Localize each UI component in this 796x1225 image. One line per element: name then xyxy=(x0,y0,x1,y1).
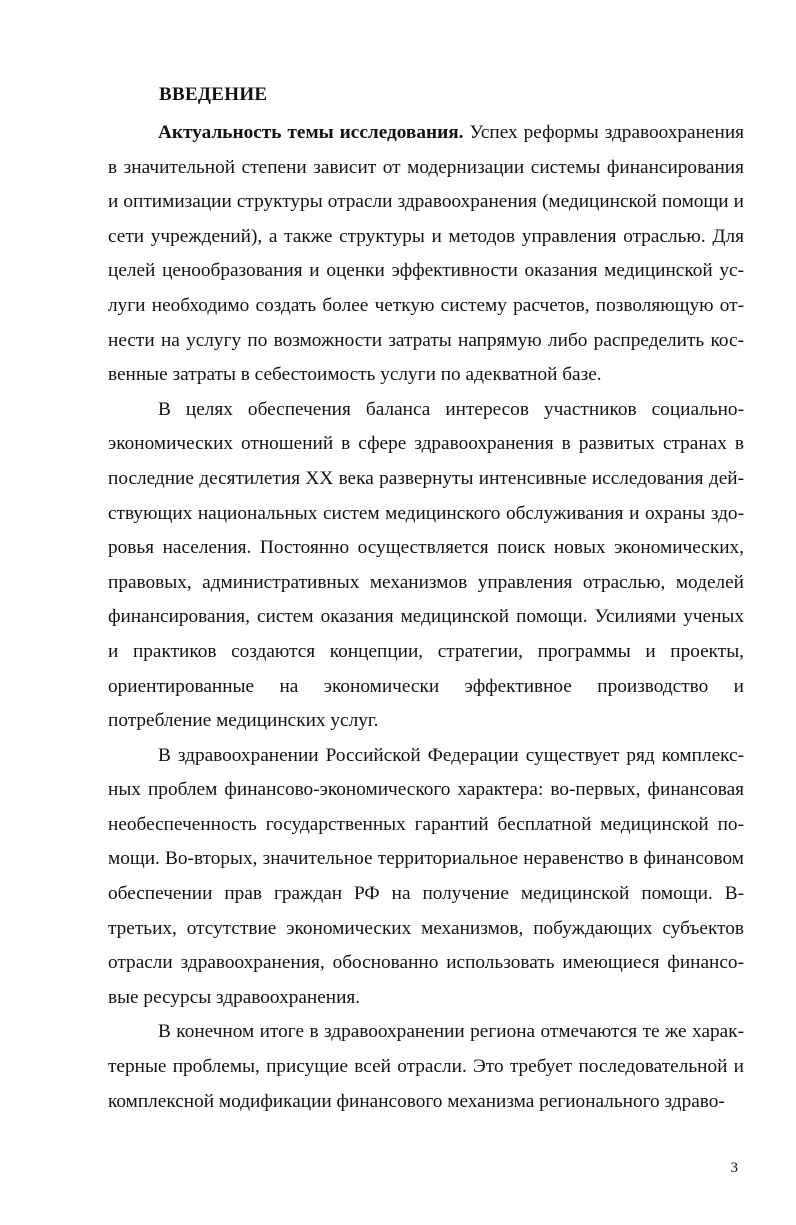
paragraph-text: В здравоохранении Российской Федерации существует ряд комплексных проблем финансово-экономического характера: во-первых, финансовая необеспеченность государственных гарантий бесплатной медицинской помощи. Во-вторых, значительное территориальное неравенство в финансовом обеспечении прав граждан РФ на получение медицинской помощи. В-третьих, отсутствие экономических механизмов, побуждающих субъектов отрасли здравоохранения, обоснованно использовать имеющиеся финансовые ресурсы здравоохранения. xyxy=(108,744,744,1008)
paragraph-text: В конечном итоге в здравоохранении региона отмечаются те же характерные проблемы, присущие всей отрасли. Это требует последовательной и комплексной модификации финансового механизма регионального здраво- xyxy=(108,1021,744,1112)
paragraph-problems xyxy=(108,739,744,1016)
section-title: ВВЕДЕНИЕ xyxy=(159,84,268,105)
paragraph-relevance xyxy=(108,116,744,393)
page-number: 3 xyxy=(730,1160,738,1176)
body-text xyxy=(108,116,744,1119)
paragraph-text: В целях обеспечения баланса интересов участников социально-экономических отношений в сфере здравоохранения в развитых странах в последние десятилетия XX века развернуты интенсивные исследования действующих национальных систем медицинского обслуживания и охраны здоровья населения. Постоянно осуществляется поиск новых экономических, правовых, административных механизмов управления отраслью, моделей финансирования, систем оказания медицинской помощи. Усилиями ученых и практиков создаются концепции, стратегии, программы и проекты, ориентированные на экономически эффективное производство и потребление медицинских услуг. xyxy=(108,398,744,732)
paragraph-lead: Актуальность темы исследования. xyxy=(158,122,464,143)
paragraph-balance xyxy=(108,393,744,739)
paragraph-region xyxy=(108,1015,744,1119)
paragraph-text: Успех реформы здравоохранения в значительной степени зависит от модернизации системы финансирования и оптимизации структуры отрасли здравоохранения (медицинской помощи и сети учреждений), а также структуры и методов управления отраслью. Для целей ценообразования и оценки эффективности оказания медицинской услуги необходимо создать более четкую систему расчетов, позволяющую отнести на услугу по возможности затраты напрямую либо распределить косвенные затраты в себестоимость услуги по адекватной базе. xyxy=(108,122,744,386)
